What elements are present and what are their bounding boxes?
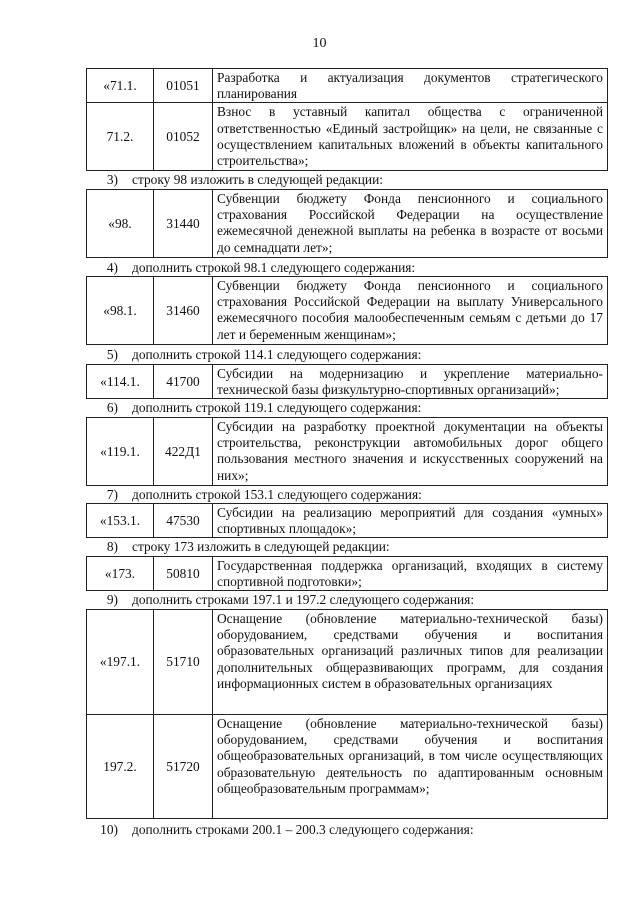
- amendment-instruction-7: [88, 487, 422, 503]
- page-number: 10: [312, 36, 327, 51]
- row-number: «197.1.: [87, 610, 154, 715]
- instruction-number: 10): [100, 822, 118, 837]
- instruction-text: строку 173 изложить в следующей редакции:: [132, 539, 390, 554]
- row-number: «119.1.: [87, 418, 154, 486]
- amendment-instruction-3: [88, 172, 383, 188]
- row-code: 47530: [154, 504, 213, 538]
- budget-code-table-6: [86, 503, 608, 538]
- budget-code-table-2: [86, 189, 608, 258]
- row-description: Субсидии на реализацию мероприятий для создания «умных» спортивных площадок»;: [213, 504, 608, 538]
- table-row: [87, 504, 608, 538]
- row-number: «114.1.: [87, 365, 154, 399]
- row-number: «98.: [87, 190, 154, 258]
- instruction-number: 3): [106, 172, 118, 187]
- table-row: [87, 715, 608, 819]
- row-description: Субсидии на разработку проектной документации на объекты строительства, реконструкции автомобильных дорог общего пользования местного значения и искусственных сооружений на них»;: [213, 418, 608, 486]
- row-description: Оснащение (обновление материально-технической базы) оборудованием, средствами обучения и воспитания общеобразовательных организаций, в том числе осуществляющих образовательную деятельность по адаптированным основным общеобразовательным программам»;: [213, 715, 608, 819]
- row-code: 31440: [154, 190, 213, 258]
- row-code: 50810: [154, 557, 213, 591]
- row-code: 01052: [154, 103, 213, 171]
- table-row: [87, 557, 608, 591]
- instruction-text: дополнить строками 200.1 – 200.3 следующего содержания:: [132, 822, 474, 837]
- budget-code-table-1: [86, 68, 608, 171]
- row-description: Государственная поддержка организаций, входящих в систему спортивной подготовки»;: [213, 557, 608, 591]
- row-description: Субвенции бюджету Фонда пенсионного и социального страхования Российской Федерации на осуществление ежемесячной денежной выплаты на ребенка в возрасте от восьми до семнадцати лет»;: [213, 190, 608, 258]
- table-row: [87, 103, 608, 171]
- table-row: [87, 365, 608, 399]
- amendment-instruction-8: [88, 539, 390, 555]
- table-row: [87, 190, 608, 258]
- row-code: 31460: [154, 277, 213, 345]
- amendment-instruction-4: [88, 260, 415, 276]
- row-code: 422Д1: [154, 418, 213, 486]
- row-number: «71.1.: [87, 69, 154, 103]
- row-description: Оснащение (обновление материально-технической базы) оборудованием, средствами обучения и воспитания образовательных организаций различных типов для реализации дополнительных общеразвивающих программ, для создания информационных систем в образовательных организациях: [213, 610, 608, 715]
- amendment-instruction-5: [88, 347, 421, 363]
- budget-code-table-7: [86, 556, 608, 591]
- row-number: «153.1.: [87, 504, 154, 538]
- row-description: Субсидии на модернизацию и укрепление материально-технической базы физкультурно-спортивных организаций»;: [213, 365, 608, 399]
- budget-code-table-8: [86, 609, 608, 819]
- instruction-number: 4): [106, 260, 118, 275]
- instruction-number: 6): [106, 400, 118, 415]
- row-number: «98.1.: [87, 277, 154, 345]
- amendment-instruction-6: [88, 400, 421, 416]
- table-row: [87, 418, 608, 486]
- instruction-text: дополнить строкой 153.1 следующего содержания:: [132, 487, 422, 502]
- row-code: 51710: [154, 610, 213, 715]
- instruction-number: 5): [106, 347, 118, 362]
- instruction-text: строку 98 изложить в следующей редакции:: [132, 172, 383, 187]
- row-number: 197.2.: [87, 715, 154, 819]
- row-description: Взнос в уставный капитал общества с ограниченной ответственностью «Единый застройщик» на цели, не связанные с осуществлением капитальных вложений в объекты капитального строительства»;: [213, 103, 608, 171]
- budget-code-table-5: [86, 417, 608, 486]
- instruction-text: дополнить строкой 119.1 следующего содержания:: [132, 400, 422, 415]
- table-row: [87, 277, 608, 345]
- instruction-number: 7): [106, 487, 118, 502]
- instruction-text: дополнить строкой 114.1 следующего содержания:: [132, 347, 422, 362]
- row-number: 71.2.: [87, 103, 154, 171]
- table-row: [87, 69, 608, 103]
- instruction-text: дополнить строкой 98.1 следующего содержания:: [132, 260, 416, 275]
- row-number: «173.: [87, 557, 154, 591]
- row-code: 01051: [154, 69, 213, 103]
- row-code: 41700: [154, 365, 213, 399]
- amendment-instruction-9: [88, 592, 474, 608]
- table-row: [87, 610, 608, 715]
- amendment-instruction-10: [88, 822, 474, 838]
- row-code: 51720: [154, 715, 213, 819]
- instruction-number: 8): [106, 539, 118, 554]
- budget-code-table-4: [86, 364, 608, 399]
- instruction-text: дополнить строками 197.1 и 197.2 следующего содержания:: [132, 592, 475, 607]
- instruction-number: 9): [106, 592, 118, 607]
- row-description: Разработка и актуализация документов стратегического планирования: [213, 69, 608, 103]
- row-description: Субвенции бюджету Фонда пенсионного и социального страхования Российской Федерации на выплату Универсального ежемесячного пособия малообеспеченным семьям с детьми до 17 лет и беременным женщинам»;: [213, 277, 608, 345]
- budget-code-table-3: [86, 276, 608, 345]
